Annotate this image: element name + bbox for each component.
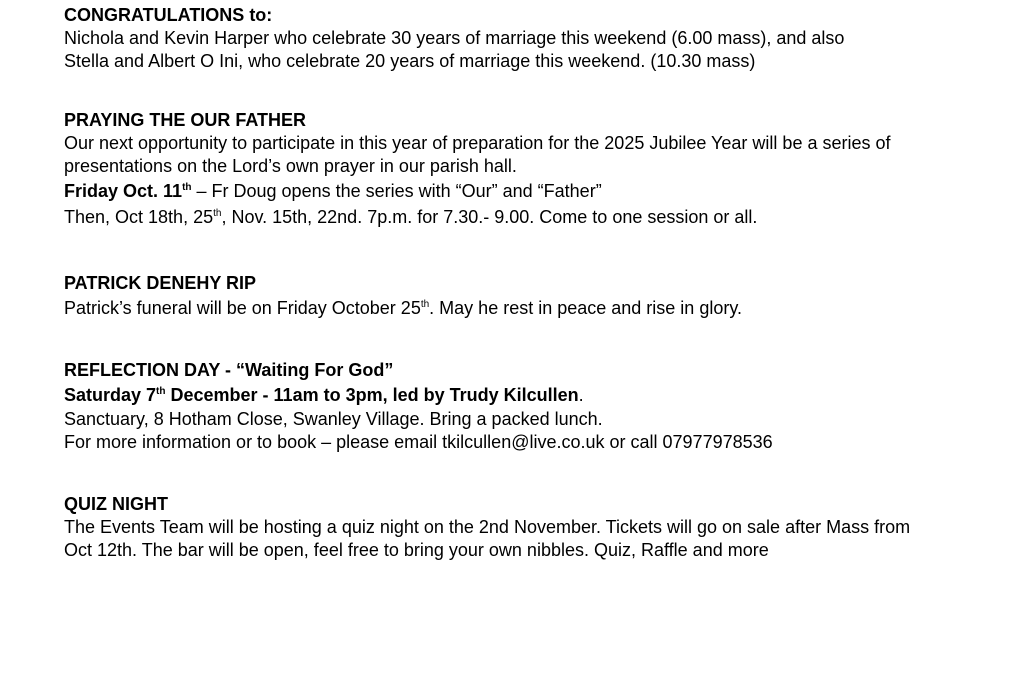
praying-then-line <box>64 204 994 230</box>
then-dates-a: Then, Oct 18th, 25 <box>64 207 214 227</box>
quiz-section <box>64 493 994 562</box>
denehy-text-suffix: th <box>420 299 430 310</box>
quiz-line: Oct 12th. The bar will be open, feel free to bring your own nibbles. Quiz, Raffle and more <box>64 540 769 560</box>
denehy-section <box>64 272 994 321</box>
praying-line: presentations on the Lord’s own prayer in our parish hall. <box>64 156 517 176</box>
praying-heading: PRAYING THE OUR FATHER <box>64 110 307 130</box>
reflection-date-end: . <box>578 385 584 405</box>
friday-detail: – Fr Doug opens the series with “Our” and “Father” <box>191 181 602 201</box>
reflection-heading: REFLECTION DAY - “Waiting For God” <box>64 360 394 380</box>
reflection-date-a: Saturday 7 <box>64 385 157 405</box>
reflection-line: For more information or to book – please email tkilcullen@live.co.uk or call 07977978536 <box>64 432 773 452</box>
denehy-text-a: Patrick’s funeral will be on Friday October 25 <box>64 298 421 318</box>
reflection-section <box>64 359 994 454</box>
then-dates-suffix: th <box>213 208 222 219</box>
then-dates-b: , Nov. 15th, 22nd. 7p.m. for 7.30.- 9.00. Come to one session or all. <box>221 207 758 227</box>
friday-date-suffix: th <box>182 182 192 193</box>
praying-line: Our next opportunity to participate in this year of preparation for the 2025 Jubilee Year will be a series of <box>64 133 891 153</box>
reflection-line: Sanctuary, 8 Hotham Close, Swanley Village. Bring a packed lunch. <box>64 409 603 429</box>
reflection-date-b: December - 11am to 3pm, led by Trudy Kilcullen <box>165 385 579 405</box>
friday-date: Friday Oct. 11 <box>64 181 183 201</box>
congratulations-section <box>64 4 994 73</box>
congratulations-line: Nichola and Kevin Harper who celebrate 30 years of marriage this weekend (6.00 mass), and also <box>64 28 845 48</box>
quiz-heading: QUIZ NIGHT <box>64 494 168 514</box>
reflection-date-suffix: th <box>156 386 166 397</box>
congratulations-heading: CONGRATULATIONS to: <box>64 5 273 25</box>
denehy-text <box>64 295 994 321</box>
praying-friday-line <box>64 178 994 204</box>
denehy-text-b: . May he rest in peace and rise in glory. <box>429 298 742 318</box>
quiz-line: The Events Team will be hosting a quiz night on the 2nd November. Tickets will go on sale after Mass from <box>64 517 911 537</box>
congratulations-line: Stella and Albert O Ini, who celebrate 20 years of marriage this weekend. (10.30 mass) <box>64 51 756 71</box>
denehy-heading: PATRICK DENEHY RIP <box>64 273 257 293</box>
reflection-date-line <box>64 382 994 408</box>
praying-section <box>64 109 994 230</box>
